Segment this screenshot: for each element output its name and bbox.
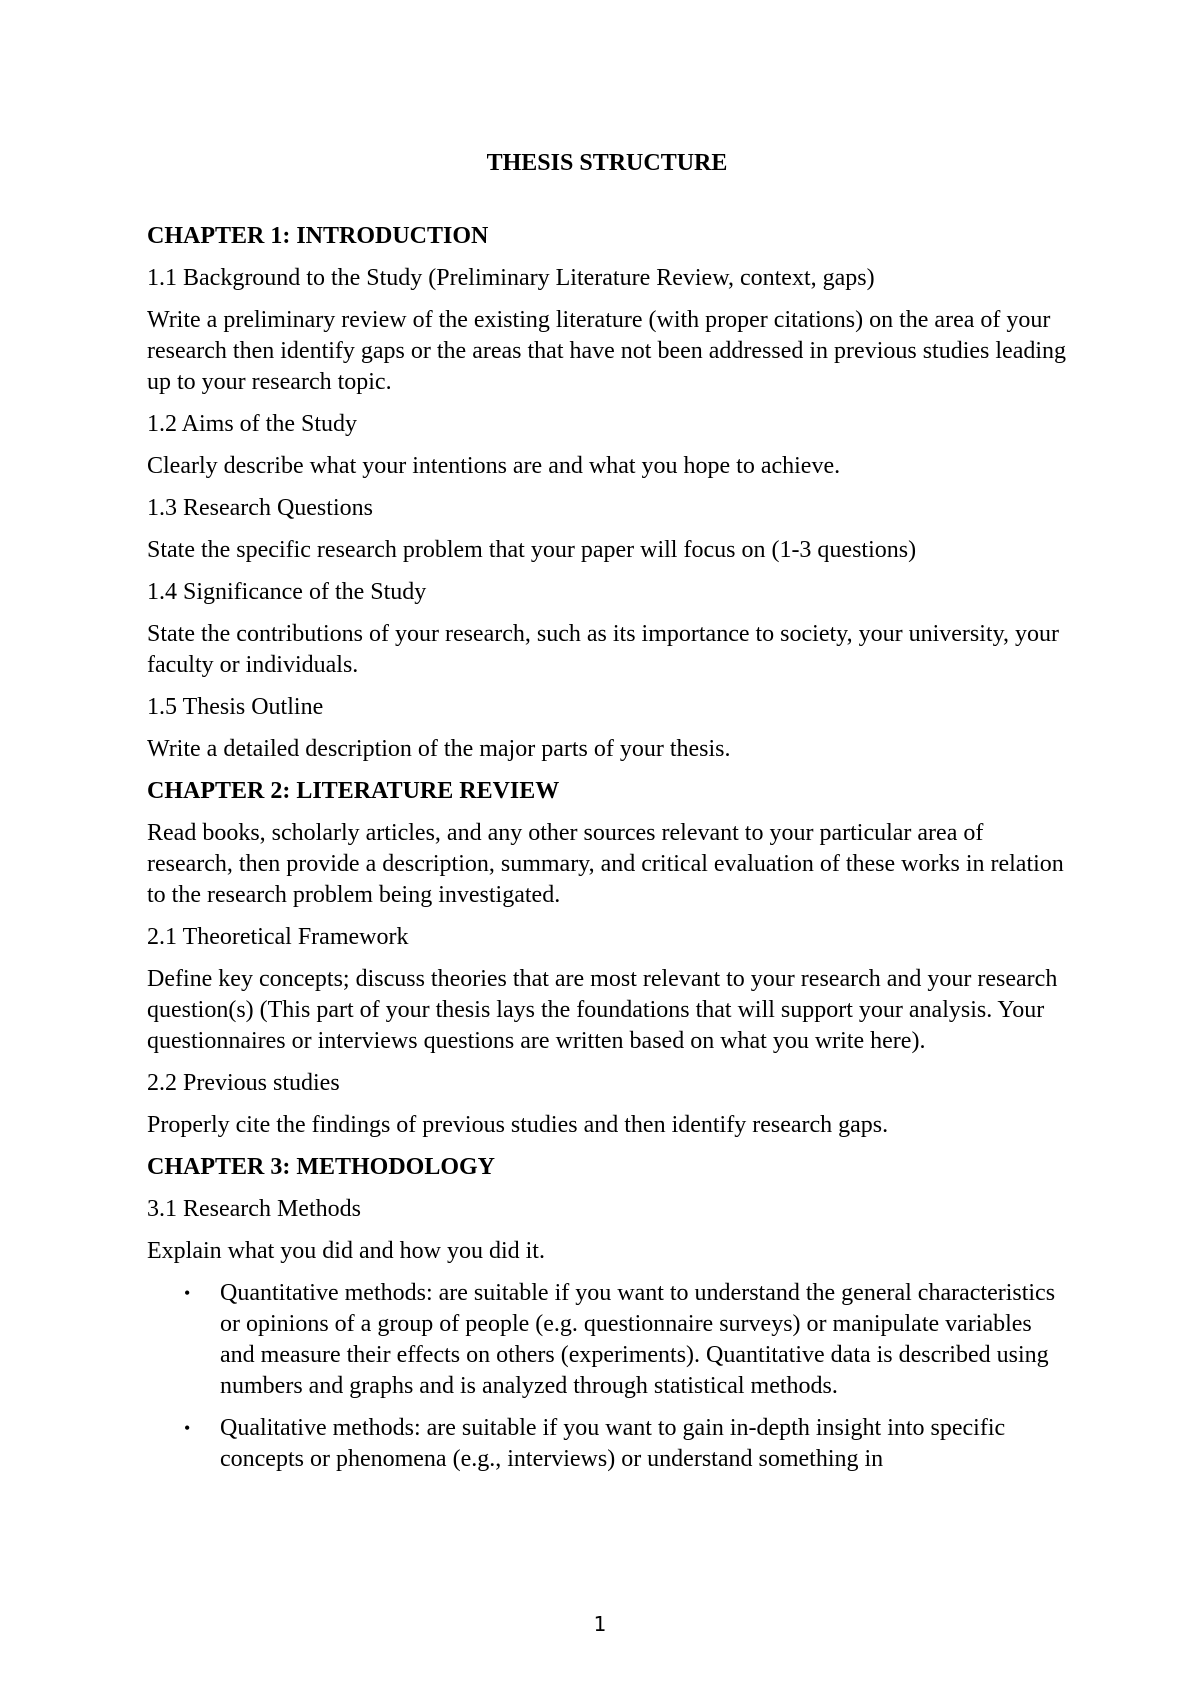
document-title: THESIS STRUCTURE	[486, 150, 728, 176]
chapter-2-intro: Read books, scholarly articles, and any other sources relevant to your particular area of research, then provide a description, summary, and critical evaluation of these works in relation to the research problem being investigated.	[147, 820, 1064, 908]
section-2-1-text: Define key concepts; discuss theories that are most relevant to your research and your research question(s) (This part of your thesis lays the foundations that will support your analysis. Your questionnaires or interviews questions are written based on what you write here).	[147, 966, 1058, 1054]
section-3-1-text: Explain what you did and how you did it.	[147, 1238, 545, 1264]
bullet-icon: •	[184, 1418, 191, 1438]
document-body	[147, 148, 1067, 1486]
research-methods-list	[147, 1278, 1067, 1475]
list-item-text: Qualitative methods: are suitable if you want to gain in-depth insight into specific concepts or phenomena (e.g., interviews) or understand something in	[220, 1415, 1006, 1472]
chapter-2-heading: CHAPTER 2: LITERATURE REVIEW	[147, 778, 560, 804]
bullet-icon: •	[184, 1283, 191, 1303]
section-1-4-text: State the contributions of your research, such as its importance to society, your university, your faculty or individuals.	[147, 621, 1059, 678]
section-1-4-heading: 1.4 Significance of the Study	[147, 579, 427, 605]
section-1-3-heading: 1.3 Research Questions	[147, 495, 373, 521]
page-number: 1	[593, 1612, 607, 1636]
section-1-5-heading: 1.5 Thesis Outline	[147, 694, 324, 720]
section-1-1-text: Write a preliminary review of the existing literature (with proper citations) on the area of your research then identify gaps or the areas that have not been addressed in previous studies leading up to your research topic.	[147, 307, 1067, 395]
section-2-1-heading: 2.1 Theoretical Framework	[147, 924, 409, 950]
chapter-3-heading: CHAPTER 3: METHODOLOGY	[147, 1154, 496, 1180]
section-1-5-text: Write a detailed description of the major parts of your thesis.	[147, 736, 731, 762]
section-3-1-heading: 3.1 Research Methods	[147, 1196, 361, 1222]
list-item	[147, 1278, 1067, 1402]
chapter-1-heading: CHAPTER 1: INTRODUCTION	[147, 223, 489, 249]
section-1-3-text: State the specific research problem that your paper will focus on (1-3 questions)	[147, 537, 917, 563]
section-1-1-heading: 1.1 Background to the Study (Preliminary Literature Review, context, gaps)	[147, 265, 875, 291]
section-1-2-heading: 1.2 Aims of the Study	[147, 411, 358, 437]
section-1-2-text: Clearly describe what your intentions are and what you hope to achieve.	[147, 453, 841, 479]
list-item-text: Quantitative methods: are suitable if you want to understand the general characteristics or opinions of a group of people (e.g. questionnaire surveys) or manipulate variables and measure their effects on others (experiments). Quantitative data is described using numbers and graphs and is analyzed through statistical methods.	[220, 1280, 1056, 1399]
section-2-2-text: Properly cite the findings of previous studies and then identify research gaps.	[147, 1112, 889, 1138]
section-2-2-heading: 2.2 Previous studies	[147, 1070, 340, 1096]
list-item	[147, 1413, 1067, 1475]
